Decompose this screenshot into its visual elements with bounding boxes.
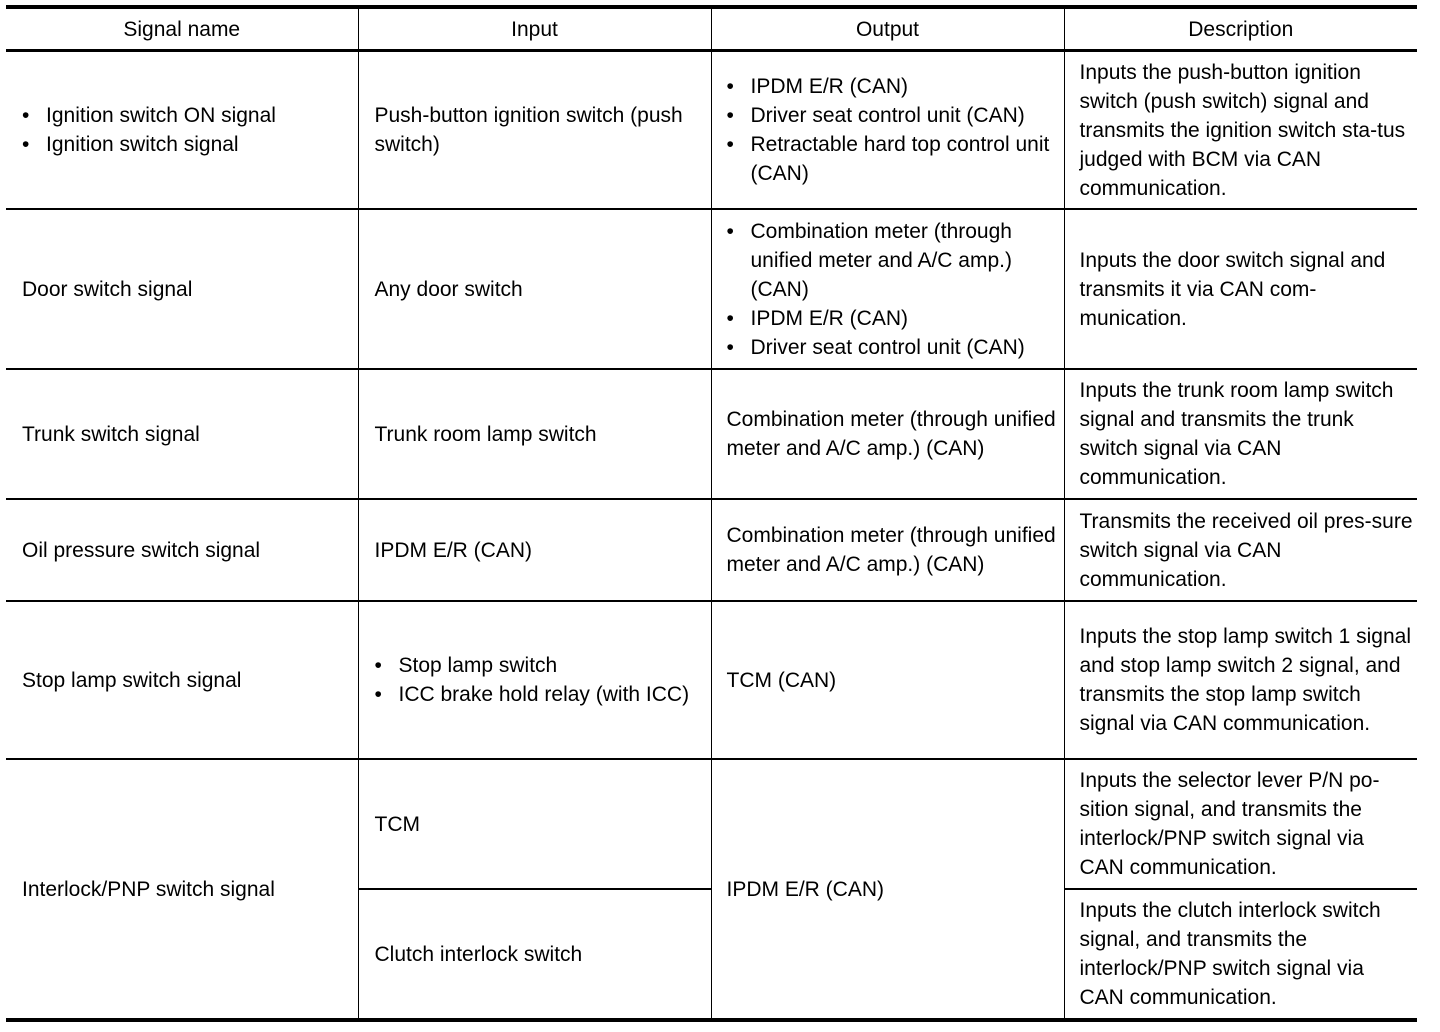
list-item: • IPDM E/R (CAN) bbox=[727, 72, 1060, 101]
table-row bbox=[6, 51, 1417, 210]
list-item: • Retractable hard top control unit (CAN) bbox=[727, 130, 1060, 188]
input-cell: Clutch interlock switch bbox=[358, 889, 711, 1020]
header-signal-name: Signal name bbox=[6, 7, 358, 51]
input-cell: Push-button ignition switch (push switch) bbox=[358, 51, 711, 210]
header-row bbox=[6, 7, 1417, 51]
signal-cell bbox=[6, 51, 358, 210]
list-item: • ICC brake hold relay (with ICC) bbox=[375, 680, 701, 709]
signal-list bbox=[22, 101, 348, 159]
list-item: • Stop lamp switch bbox=[375, 651, 701, 680]
description-cell: Inputs the door switch signal and transmits it via CAN com-munication. bbox=[1064, 209, 1417, 369]
output-cell: TCM (CAN) bbox=[711, 601, 1064, 759]
list-item: • Ignition switch ON signal bbox=[22, 101, 348, 130]
input-list bbox=[375, 651, 701, 709]
output-cell: Combination meter (through unified meter and A/C amp.) (CAN) bbox=[711, 499, 1064, 601]
table-row bbox=[6, 499, 1417, 601]
signal-cell: Stop lamp switch signal bbox=[6, 601, 358, 759]
table-row bbox=[6, 209, 1417, 369]
description-cell: Inputs the trunk room lamp switch signal and transmits the trunk switch signal via CAN communication. bbox=[1064, 369, 1417, 499]
signal-cell: Interlock/PNP switch signal bbox=[6, 759, 358, 1020]
input-cell: TCM bbox=[358, 759, 711, 889]
output-cell: Combination meter (through unified meter and A/C amp.) (CAN) bbox=[711, 369, 1064, 499]
output-cell bbox=[711, 209, 1064, 369]
table-row bbox=[6, 601, 1417, 759]
description-cell: Inputs the push-button ignition switch (push switch) signal and transmits the ignition switch sta-tus judged with BCM via CAN communication. bbox=[1064, 51, 1417, 210]
input-cell bbox=[358, 601, 711, 759]
description-cell: Transmits the received oil pres-sure switch signal via CAN communication. bbox=[1064, 499, 1417, 601]
input-cell: Any door switch bbox=[358, 209, 711, 369]
header-output: Output bbox=[711, 7, 1064, 51]
list-item: • IPDM E/R (CAN) bbox=[727, 304, 1060, 333]
signal-cell: Trunk switch signal bbox=[6, 369, 358, 499]
list-item: • Combination meter (through unified meter and A/C amp.) (CAN) bbox=[727, 217, 1060, 304]
table-row bbox=[6, 759, 1417, 889]
header-description: Description bbox=[1064, 7, 1417, 51]
header-input: Input bbox=[358, 7, 711, 51]
output-list bbox=[727, 72, 1060, 188]
list-item: • Driver seat control unit (CAN) bbox=[727, 333, 1060, 362]
description-cell: Inputs the clutch interlock switch signal, and transmits the interlock/PNP switch signal via CAN communication. bbox=[1064, 889, 1417, 1020]
signal-cell: Oil pressure switch signal bbox=[6, 499, 358, 601]
output-list bbox=[727, 217, 1060, 362]
signal-cell: Door switch signal bbox=[6, 209, 358, 369]
list-item: • Ignition switch signal bbox=[22, 130, 348, 159]
list-item: • Driver seat control unit (CAN) bbox=[727, 101, 1060, 130]
signal-table bbox=[6, 5, 1417, 1022]
output-cell bbox=[711, 51, 1064, 210]
input-cell: Trunk room lamp switch bbox=[358, 369, 711, 499]
input-cell: IPDM E/R (CAN) bbox=[358, 499, 711, 601]
output-cell: IPDM E/R (CAN) bbox=[711, 759, 1064, 1020]
description-cell: Inputs the selector lever P/N po-sition signal, and transmits the interlock/PNP switch signal via CAN communication. bbox=[1064, 759, 1417, 889]
description-cell: Inputs the stop lamp switch 1 signal and stop lamp switch 2 signal, and transmits the stop lamp switch signal via CAN communication. bbox=[1064, 601, 1417, 759]
table-row bbox=[6, 369, 1417, 499]
